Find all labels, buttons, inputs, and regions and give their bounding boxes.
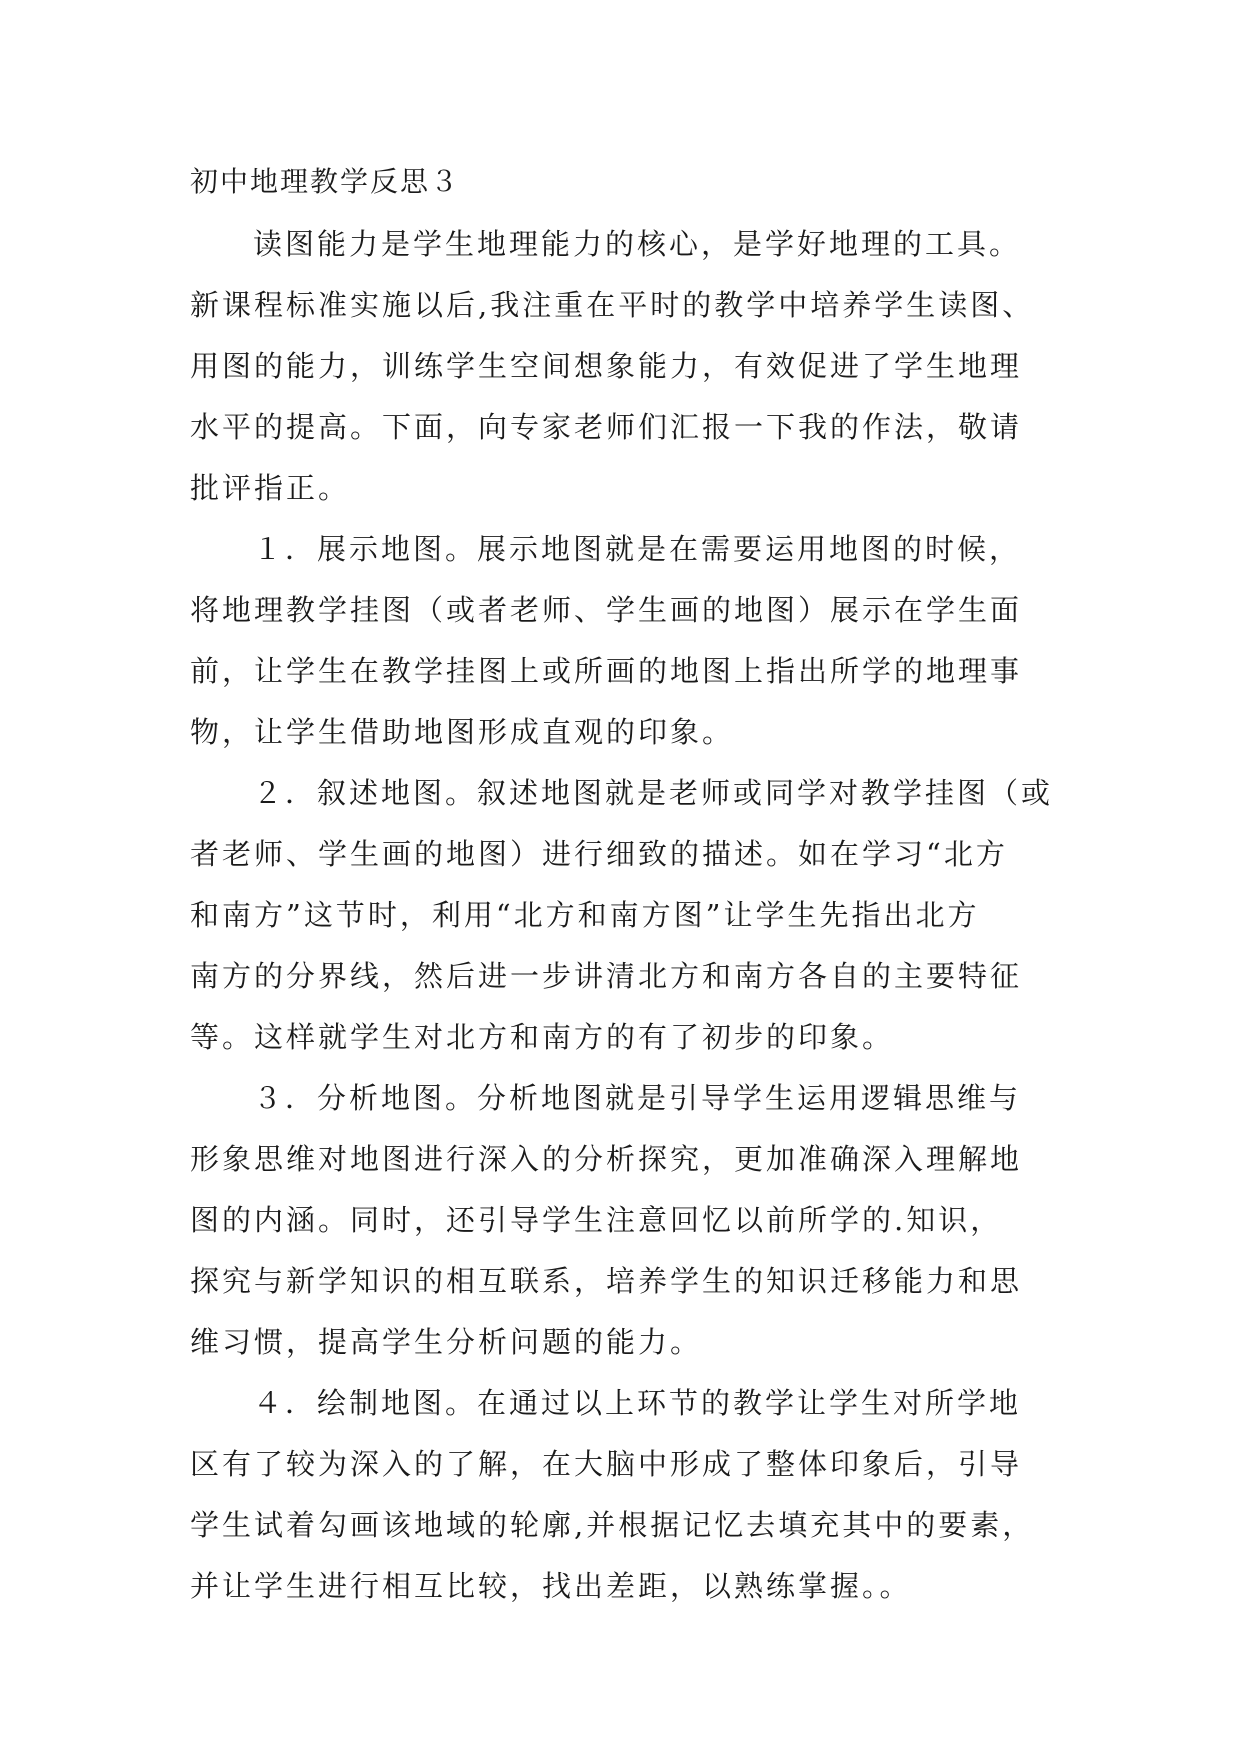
- paragraph-line: 并让学生进行相互比较，找出差距，以熟练掌握。。: [190, 1569, 912, 1603]
- paragraph-line: 将地理教学挂图（或者老师、学生画的地图）展示在学生面: [190, 593, 1023, 627]
- paragraph-line: 前，让学生在教学挂图上或所画的地图上指出所学的地理事: [190, 654, 1023, 688]
- paragraph-line: 者老师、学生画的地图）进行细致的描述。如在学习“北方: [190, 837, 1008, 871]
- paragraph-line: 探究与新学知识的相互联系，培养学生的知识迁移能力和思: [190, 1264, 1023, 1298]
- document-title: 初中地理教学反思３: [190, 165, 461, 198]
- paragraph-line: ４．绘制地图。在通过以上环节的教学让学生对所学地: [253, 1386, 1022, 1420]
- paragraph-line: 读图能力是学生地理能力的核心，是学好地理的工具。: [253, 227, 1022, 261]
- paragraph-line: 物，让学生借助地图形成直观的印象。: [190, 715, 735, 749]
- paragraph-line: ２．叙述地图。叙述地图就是老师或同学对教学挂图（或: [253, 776, 1054, 810]
- paragraph-line: 图的内涵。同时，还引导学生注意回忆以前所学的.知识，: [190, 1203, 1003, 1237]
- paragraph-line: 新课程标准实施以后,我注重在平时的教学中培养学生读图、: [190, 288, 1035, 322]
- paragraph-line: 区有了较为深入的了解，在大脑中形成了整体印象后，引导: [190, 1447, 1023, 1481]
- paragraph-line: １．展示地图。展示地图就是在需要运用地图的时候，: [253, 532, 1022, 566]
- paragraph-line: ３．分析地图。分析地图就是引导学生运用逻辑思维与: [253, 1081, 1022, 1115]
- paragraph-line: 水平的提高。下面，向专家老师们汇报一下我的作法，敬请: [190, 410, 1023, 444]
- paragraph-line: 用图的能力，训练学生空间想象能力，有效促进了学生地理: [190, 349, 1023, 383]
- paragraph-line: 南方的分界线，然后进一步讲清北方和南方各自的主要特征: [190, 959, 1023, 993]
- paragraph-line: 批评指正。: [190, 471, 351, 505]
- paragraph-line: 和南方”这节时，利用“北方和南方图”让学生先指出北方: [190, 898, 980, 932]
- paragraph-line: 形象思维对地图进行深入的分析探究，更加准确深入理解地: [190, 1142, 1023, 1176]
- paragraph-line: 维习惯，提高学生分析问题的能力。: [190, 1325, 703, 1359]
- paragraph-line: 学生试着勾画该地域的轮廓,并根据记忆去填充其中的要素，: [190, 1508, 1035, 1542]
- paragraph-line: 等。这样就学生对北方和南方的有了初步的印象。: [190, 1020, 895, 1054]
